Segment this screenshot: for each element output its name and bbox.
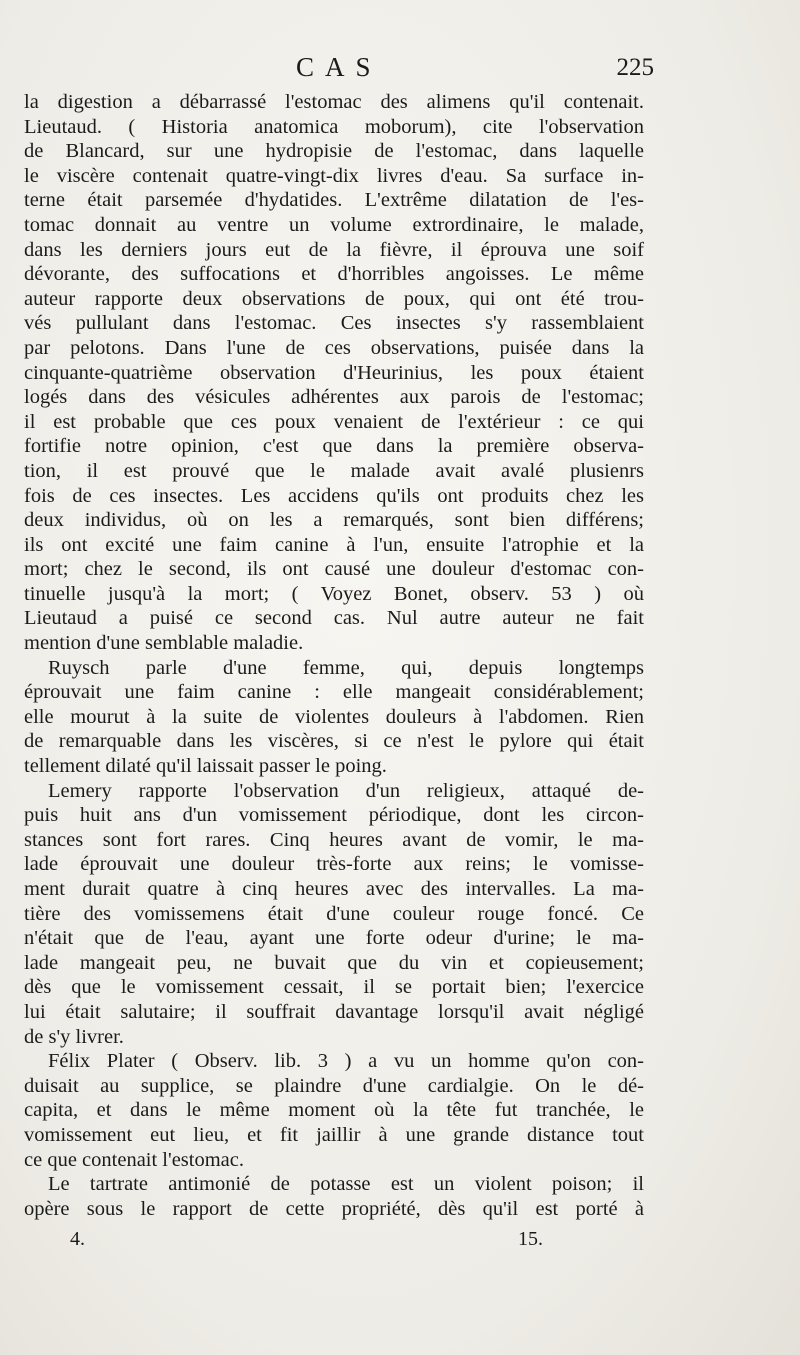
text-line: terne était parsemée d'hydatides. L'extrême dilatation de l'es- — [24, 189, 644, 212]
text-line: fortifie notre opinion, c'est que dans la première observa- — [24, 435, 644, 458]
text-line: cinquante-quatrième observation d'Heurinius, les poux étaient — [24, 361, 644, 384]
catchword: 15. — [518, 1228, 543, 1250]
text-line: elle mourut à la suite de violentes douleurs à l'abdomen. Rien — [24, 705, 644, 728]
text-line: mort; chez le second, ils ont causé une douleur d'estomac con- — [24, 558, 644, 581]
text-line: dévorante, des suffocations et d'horribles angoisses. Le même — [24, 263, 644, 286]
text-line: tion, il est prouvé que le malade avait avalé plusienrs — [24, 459, 644, 482]
text-line: ce que contenait l'estomac. — [24, 1148, 244, 1171]
body-text — [24, 90, 644, 1221]
page-header — [0, 52, 800, 92]
text-line: capita, et dans le même moment où la tête fut tranchée, le — [24, 1099, 644, 1122]
text-line: dans les derniers jours eut de la fièvre, il éprouva une soif — [24, 238, 644, 261]
text-line: de Blancard, sur une hydropisie de l'estomac, dans laquelle — [24, 140, 644, 163]
text-line: tinuelle jusqu'à la mort; ( Voyez Bonet, observ. 53 ) où — [24, 582, 644, 605]
text-line: stances sont fort rares. Cinq heures avant de vomir, le ma- — [24, 828, 644, 851]
text-line: n'était que de l'eau, ayant une forte odeur d'urine; le ma- — [24, 927, 644, 950]
text-line: lade mangeait peu, ne buvait que du vin et copieusement; — [24, 951, 644, 974]
text-line: éprouvait une faim canine : elle mangeait considérablement; — [24, 681, 644, 704]
text-line: il est probable que ces poux venaient de l'extérieur : ce qui — [24, 410, 644, 433]
text-line: Lieutaud. ( Historia anatomica moborum), cite l'observation — [24, 115, 644, 138]
text-line: opère sous le rapport de cette propriété, dès qu'il est porté à — [24, 1197, 644, 1220]
text-line: puis huit ans d'un vomissement périodique, dont les circon- — [24, 804, 644, 827]
text-line: lui était salutaire; il souffrait davantage lorsqu'il avait négligé — [24, 1000, 644, 1023]
running-head: CAS — [296, 52, 382, 82]
page-footer — [0, 1228, 800, 1258]
text-line: auteur rapporte deux observations de poux, qui ont été trou- — [24, 287, 644, 310]
text-line: la digestion a débarrassé l'estomac des alimens qu'il contenait. — [24, 91, 644, 113]
text-line: de s'y livrer. — [24, 1025, 124, 1048]
text-line: tière des vomissemens était d'une couleur rouge foncé. Ce — [24, 902, 644, 925]
text-line: Lemery rapporte l'observation d'un religieux, attaqué de- — [48, 779, 644, 802]
text-line: tomac donnait au ventre un volume extrordinaire, le malade, — [24, 213, 644, 236]
text-line: de remarquable dans les viscères, si ce n'est le pylore qui était — [24, 730, 644, 753]
text-line: le viscère contenait quatre-vingt-dix livres d'eau. Sa surface in- — [24, 164, 644, 187]
text-line: ils ont excité une faim canine à l'un, ensuite l'atrophie et la — [24, 533, 644, 556]
text-line: ment durait quatre à cinq heures avec des intervalles. La ma- — [24, 878, 644, 900]
text-line: tellement dilaté qu'il laissait passer le poing. — [24, 755, 387, 778]
page-number: 225 — [616, 54, 654, 81]
text-line: fois de ces insectes. Les accidens qu'ils ont produits chez les — [24, 484, 644, 507]
text-line: deux individus, où on les a remarqués, sont bien différens; — [24, 509, 644, 532]
text-line: duisait au supplice, se plaindre d'une cardialgie. On le dé- — [24, 1074, 644, 1097]
text-line: mention d'une semblable maladie. — [24, 632, 304, 655]
text-line: Le tartrate antimonié de potasse est un violent poison; il — [48, 1173, 644, 1196]
signature-mark: 4. — [70, 1228, 85, 1250]
text-line: Ruysch parle d'une femme, qui, depuis longtemps — [48, 656, 644, 679]
text-line: par pelotons. Dans l'une de ces observations, puisée dans la — [24, 336, 644, 359]
text-line: vés pullulant dans l'estomac. Ces insectes s'y rassemblaient — [24, 312, 644, 335]
text-line: dès que le vomissement cessait, il se portait bien; l'exercice — [24, 976, 644, 999]
text-line: logés dans des vésicules adhérentes aux parois de l'estomac; — [24, 386, 644, 409]
text-line: lade éprouvait une douleur très-forte aux reins; le vomisse- — [24, 853, 644, 876]
text-line: Félix Plater ( Observ. lib. 3 ) a vu un homme qu'on con- — [48, 1050, 644, 1073]
text-line: vomissement eut lieu, et fit jaillir à une grande distance tout — [24, 1123, 644, 1146]
text-line: Lieutaud a puisé ce second cas. Nul autre auteur ne fait — [24, 607, 644, 630]
